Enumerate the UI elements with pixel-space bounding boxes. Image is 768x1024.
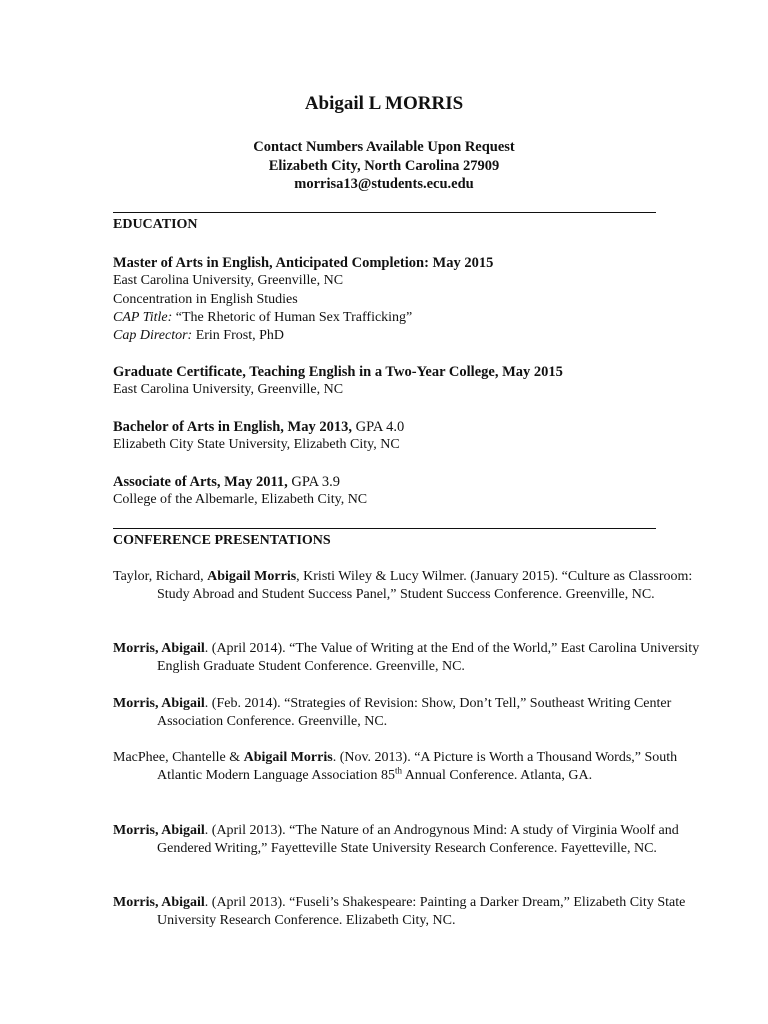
institution: East Carolina University, Greenville, NC <box>113 382 344 398</box>
section-heading-conference: CONFERENCE PRESENTATIONS <box>113 533 331 548</box>
conference-entry: MacPhee, Chantelle & Abigail Morris. (Nov. 2013). “A Picture is Worth a Thousand Words,” South Atlantic Modern Language Association 85th Annual Conference. Atlanta, GA. <box>113 750 678 784</box>
institution: East Carolina University, Greenville, NC <box>113 273 344 289</box>
degree-title: Graduate Certificate, Teaching English in a Two-Year College, May 2015 <box>113 364 563 380</box>
cap-title-value: “The Rhetoric of Human Sex Trafficking” <box>175 309 413 325</box>
section-heading-education: EDUCATION <box>113 217 198 232</box>
institution: College of the Albemarle, Elizabeth City, NC <box>113 492 368 508</box>
degree-title: Associate of Arts, May 2011, <box>113 474 288 490</box>
cap-director-line <box>113 327 656 345</box>
applicant-name: Abigail L MORRIS <box>304 93 464 114</box>
conference-entry: Taylor, Richard, Abigail Morris, Kristi Wiley & Lucy Wilmer. (January 2015). “Culture as Classroom: Study Abroad and Student Success Panel,” Student Success Conference. Greenville, NC. <box>113 569 693 603</box>
concentration: Concentration in English Studies <box>113 291 298 307</box>
gpa: GPA 3.9 <box>291 474 341 490</box>
conference-entry: Morris, Abigail. (April 2013). “Fuseli’s Shakespeare: Painting a Darker Dream,” Elizabeth City State University Research Conference. Elizabeth City, NC. <box>113 895 686 929</box>
superscript: th <box>394 765 402 776</box>
education-section <box>113 212 656 508</box>
conference-section <box>113 528 700 929</box>
conference-entry: Morris, Abigail. (April 2014). “The Value of Writing at the End of the World,” East Carolina University English Graduate Student Conference. Greenville, NC. <box>113 641 700 675</box>
contact-address: Elizabeth City, North Carolina 27909 <box>268 157 500 174</box>
cap-director-value: Erin Frost, PhD <box>195 328 284 344</box>
section-divider <box>113 528 656 529</box>
education-entry-aa <box>113 473 656 510</box>
contact-phone-note: Contact Numbers Available Upon Request <box>253 139 515 155</box>
section-divider <box>113 212 656 213</box>
conference-entry: Morris, Abigail. (Feb. 2014). “Strategies of Revision: Show, Don’t Tell,” Southeast Writing Center Association Conference. Greenville, NC. <box>113 696 672 730</box>
education-entry-certificate <box>113 363 656 400</box>
degree-title: Bachelor of Arts in English, May 2013, <box>113 419 352 435</box>
degree-title-line <box>113 473 656 491</box>
degree-title: Master of Arts in English, Anticipated Completion: May 2015 <box>113 255 494 271</box>
education-entry-ma <box>113 254 656 345</box>
contact-block <box>0 138 768 194</box>
conference-entry: Morris, Abigail. (April 2013). “The Nature of an Androgynous Mind: A study of Virginia Woolf and Gendered Writing,” Fayetteville State University Research Conference. Fayetteville, NC. <box>113 823 679 857</box>
contact-email: morrisa13@students.ecu.edu <box>294 176 474 192</box>
cap-title-label: CAP Title: <box>113 309 173 325</box>
degree-title-line <box>113 418 656 436</box>
cap-director-label: Cap Director: <box>113 328 193 344</box>
gpa: GPA 4.0 <box>355 419 405 435</box>
cap-title-line <box>113 309 656 327</box>
education-entry-ba <box>113 418 656 455</box>
institution: Elizabeth City State University, Elizabeth City, NC <box>113 437 400 453</box>
